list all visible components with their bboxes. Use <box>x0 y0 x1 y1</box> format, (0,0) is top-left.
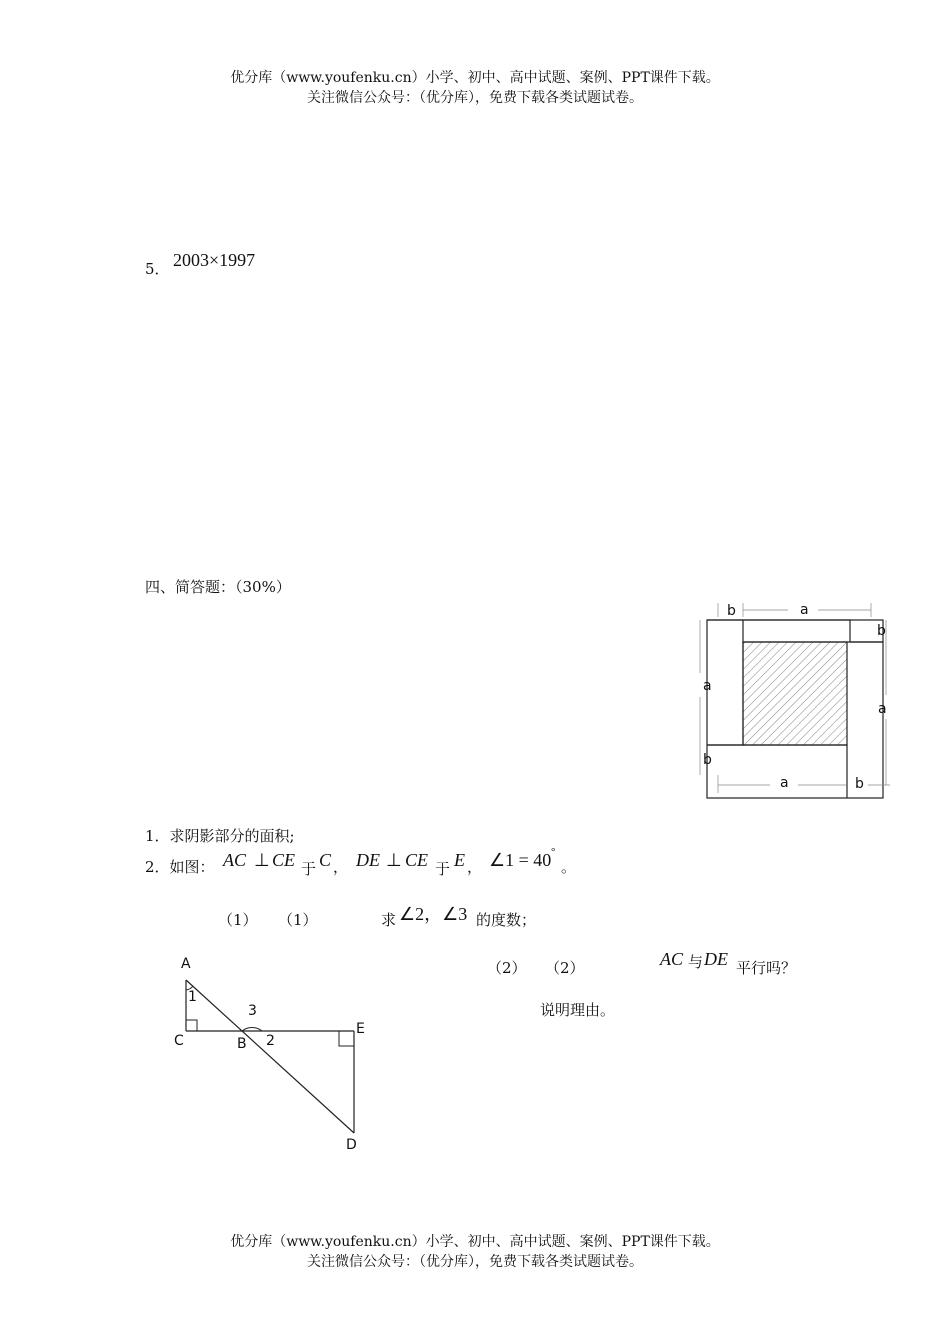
part-1-ask: 求 <box>381 911 397 929</box>
part-2-label-a: （2） <box>487 959 527 977</box>
square-diagram <box>690 595 900 800</box>
part-1-angles: ∠2，∠3 <box>399 904 468 924</box>
q2-ce-1: CE <box>272 850 296 870</box>
q2-comma-2: ， <box>467 858 483 876</box>
vertex-e: E <box>356 1021 365 1037</box>
q2-angle-equation: ∠1 = 40 <box>489 850 552 870</box>
part-1-label-b: （1） <box>278 911 318 929</box>
q2-de: DE <box>356 850 380 870</box>
label-b-top: b <box>727 603 736 619</box>
q2-ac: AC <box>223 850 247 870</box>
part-1-tail: 的度数； <box>476 911 537 929</box>
part-2-tail: 平行吗？ <box>736 959 797 977</box>
footer-line-1: 优分库（www.youfenku.cn）小学、初中、高中试题、案例、PPT课件下载。 <box>230 1234 720 1250</box>
question-2-prefix: 2．如图： <box>145 858 215 876</box>
label-b-right-top: b <box>877 623 886 639</box>
label-a-bottom: a <box>780 775 789 791</box>
q2-perp-1: ⊥ <box>254 850 270 870</box>
vertex-b: B <box>237 1036 247 1052</box>
q2-c: C <box>319 850 332 870</box>
header-line-1: 优分库（www.youfenku.cn）小学、初中、高中试题、案例、PPT课件下载。 <box>230 70 720 86</box>
question-1-text: 1．求阴影部分的面积; <box>145 827 295 845</box>
q2-yu-1: 于 <box>301 860 317 878</box>
shaded-square <box>743 642 847 745</box>
part-2-yu: 与 <box>688 953 704 971</box>
label-a-top: a <box>800 602 809 618</box>
part-1-label-a: （1） <box>218 911 258 929</box>
angle-2-label: 2 <box>266 1033 275 1049</box>
part-2-reason: 说明理由。 <box>540 1001 616 1019</box>
part-2-label-b: （2） <box>545 959 585 977</box>
header-line-2: 关注微信公众号：（优分库），免费下载各类试题试卷。 <box>307 90 643 106</box>
problem-5-number: 5． <box>145 260 170 278</box>
q2-yu-2: 于 <box>435 860 451 878</box>
q2-perp-2: ⊥ <box>386 850 402 870</box>
section-4-title: 四、简答题：（30%） <box>145 578 291 596</box>
q2-e: E <box>454 850 465 870</box>
q2-comma-1: ， <box>333 858 349 876</box>
triangle-diagram <box>165 950 385 1160</box>
angle-3-label: 3 <box>248 1003 257 1019</box>
footer-line-2: 关注微信公众号：（优分库），免费下载各类试题试卷。 <box>307 1254 643 1270</box>
vertex-a: A <box>181 956 191 972</box>
q2-degree: ° <box>551 846 556 858</box>
problem-5-expression: 2003×1997 <box>173 250 256 270</box>
q2-end: 。 <box>561 858 577 876</box>
vertex-d: D <box>346 1137 357 1153</box>
part-2-ac: AC <box>660 949 684 969</box>
vertex-c: C <box>174 1033 184 1049</box>
label-a-left: a <box>703 678 712 694</box>
segment-ad <box>186 980 354 1133</box>
label-a-right: a <box>878 701 887 717</box>
part-2-de: DE <box>704 949 728 969</box>
label-b-left-bottom: b <box>703 752 712 768</box>
angle-1-label: 1 <box>188 989 197 1005</box>
label-b-bottom: b <box>855 776 864 792</box>
q2-ce-2: CE <box>405 850 429 870</box>
